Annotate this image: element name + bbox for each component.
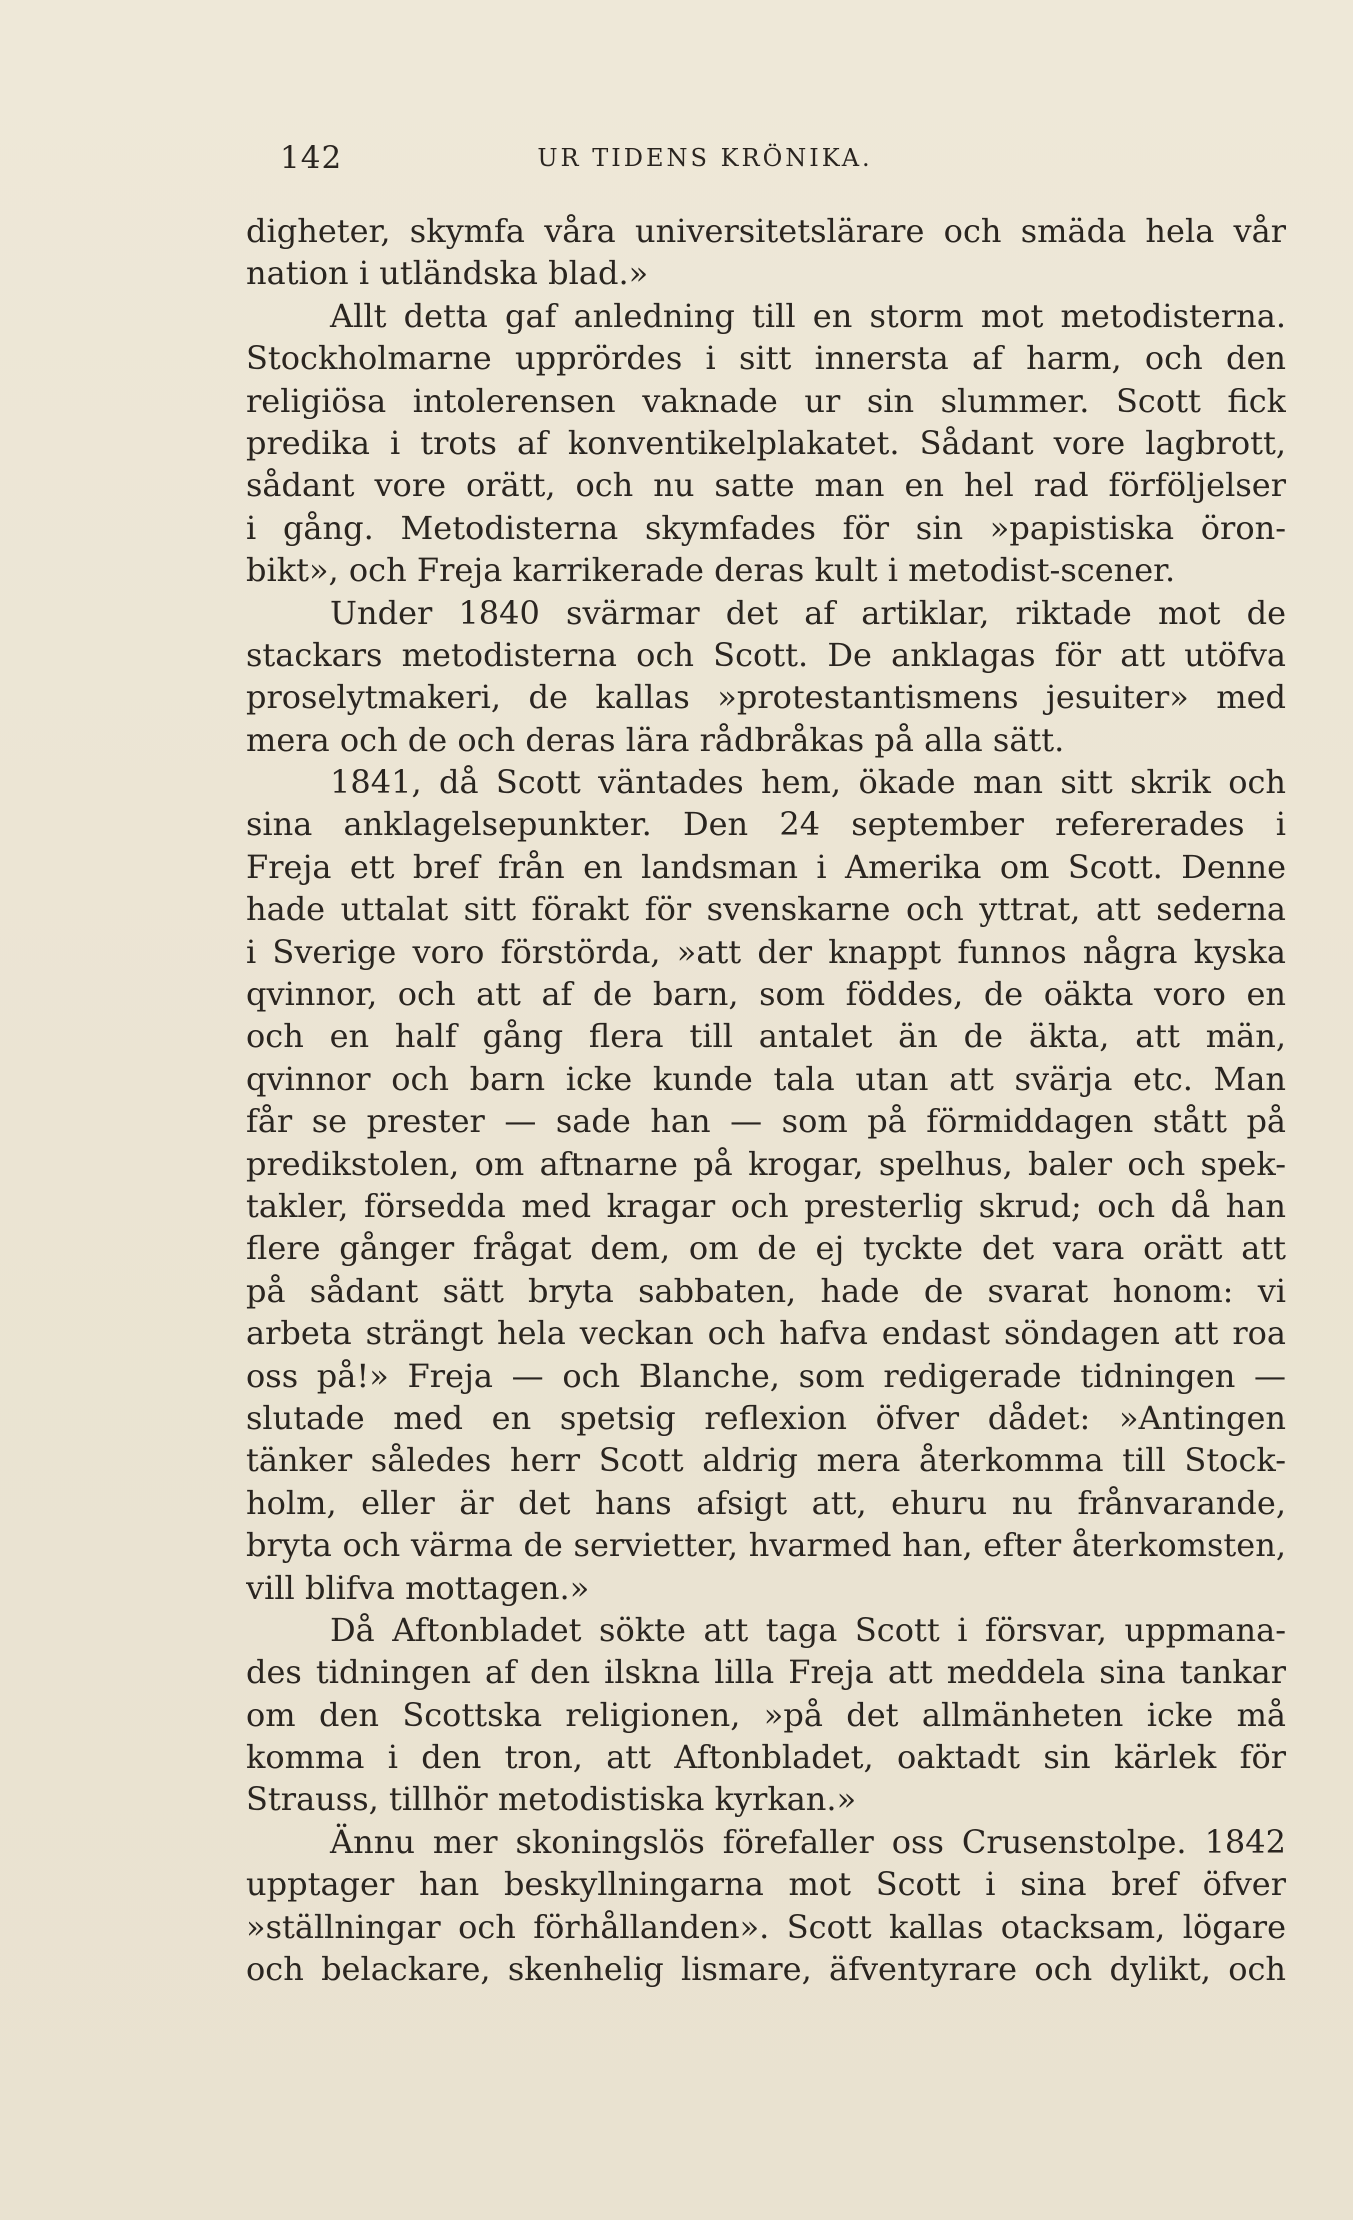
text-line: »ställningar och förhållanden». Scott kallas otacksam, lögare <box>246 1907 1286 1946</box>
text-line: vill blifva mottagen.» <box>246 1568 590 1607</box>
text-line: Strauss, tillhör metodistiska kyrkan.» <box>246 1780 857 1819</box>
text-line: des tidningen af den ilskna lilla Freja att meddela sina tankar <box>246 1653 1286 1692</box>
text-line: Ännu mer skoningslös förefaller oss Crusenstolpe. 1842 <box>330 1822 1286 1861</box>
text-line: Stockholmarne upprördes i sitt innersta af harm, och den <box>246 339 1286 378</box>
text-line: oss på!» Freja — och Blanche, som redigerade tidningen — <box>246 1356 1286 1395</box>
text-line: predika i trots af konventikelplakatet. Sådant vore lagbrott, <box>246 423 1286 462</box>
text-line: predikstolen, om aftnarne på krogar, spelhus, baler och spek- <box>246 1144 1286 1183</box>
text-line: i gång. Metodisterna skymfades för sin »papistiska öron- <box>246 508 1286 547</box>
text-line: 1841, då Scott väntades hem, ökade man sitt skrik och <box>330 763 1286 802</box>
text-line: stackars metodisterna och Scott. De anklagas för att utöfva <box>246 635 1286 674</box>
text-line: Under 1840 svärmar det af artiklar, riktade mot de <box>330 593 1286 632</box>
text-line: slutade med en spetsig reflexion öfver dådet: »Antingen <box>246 1398 1286 1437</box>
text-line: och belackare, skenhelig lismare, äfventyrare och dylikt, och <box>246 1950 1286 1989</box>
text-line: holm, eller är det hans afsigt att, ehuru nu frånvarande, <box>246 1483 1286 1522</box>
body-text <box>246 210 1286 1990</box>
text-line: Allt detta gaf anledning till en storm mot metodisterna. <box>330 296 1286 335</box>
text-line: om den Scottska religionen, »på det allmänheten icke må <box>246 1695 1286 1734</box>
text-line: sådant vore orätt, och nu satte man en hel rad förföljelser <box>246 466 1286 505</box>
running-title: UR TIDENS KRÖNIKA. <box>537 144 873 172</box>
text-line: proselytmakeri, de kallas »protestantismens jesuiter» med <box>246 678 1286 717</box>
text-line: digheter, skymfa våra universitetslärare och smäda hela vår <box>246 212 1286 250</box>
text-line: upptager han beskyllningarna mot Scott i sina bref öfver <box>246 1865 1286 1904</box>
text-line: nation i utländska blad.» <box>246 254 649 293</box>
text-line: i Sverige voro förstörda, »att der knappt funnos några kyska <box>246 932 1286 971</box>
text-line: arbeta strängt hela veckan och hafva endast söndagen att roa <box>246 1314 1286 1353</box>
text-line: bikt», och Freja karrikerade deras kult i metodist-scener. <box>246 551 1176 590</box>
page-number: 142 <box>280 140 343 176</box>
text-line: hade uttalat sitt förakt för svenskarne och yttrat, att sederna <box>246 890 1286 929</box>
text-line: får se prester — sade han — som på förmiddagen stått på <box>246 1102 1286 1141</box>
text-line: komma i den tron, att Aftonbladet, oaktadt sin kärlek för <box>246 1738 1286 1777</box>
text-line: qvinnor och barn icke kunde tala utan att svärja etc. Man <box>246 1059 1286 1098</box>
text-line: Freja ett bref från en landsman i Amerika om Scott. Denne <box>246 847 1286 886</box>
text-line: tänker således herr Scott aldrig mera återkomma till Stock- <box>246 1441 1286 1480</box>
text-line: bryta och värma de servietter, hvarmed han, efter återkomsten, <box>246 1526 1286 1565</box>
text-line: flere gånger frågat dem, om de ej tyckte det vara orätt att <box>246 1229 1286 1268</box>
running-head <box>280 140 1130 190</box>
text-line: på sådant sätt bryta sabbaten, hade de svarat honom: vi <box>246 1271 1286 1310</box>
text-line: och en half gång flera till antalet än de äkta, att män, <box>246 1017 1286 1056</box>
text-line: religiösa intolerensen vaknade ur sin slummer. Scott fick <box>246 381 1286 420</box>
text-line: takler, försedda med kragar och presterlig skrud; och då han <box>246 1186 1286 1225</box>
text-line: sina anklagelsepunkter. Den 24 september refererades i <box>246 805 1286 844</box>
text-line: Då Aftonbladet sökte att taga Scott i försvar, uppmana- <box>330 1610 1286 1649</box>
text-line: mera och de och deras lära rådbråkas på alla sätt. <box>246 720 1065 759</box>
text-line: qvinnor, och att af de barn, som föddes, de oäkta voro en <box>246 975 1286 1014</box>
